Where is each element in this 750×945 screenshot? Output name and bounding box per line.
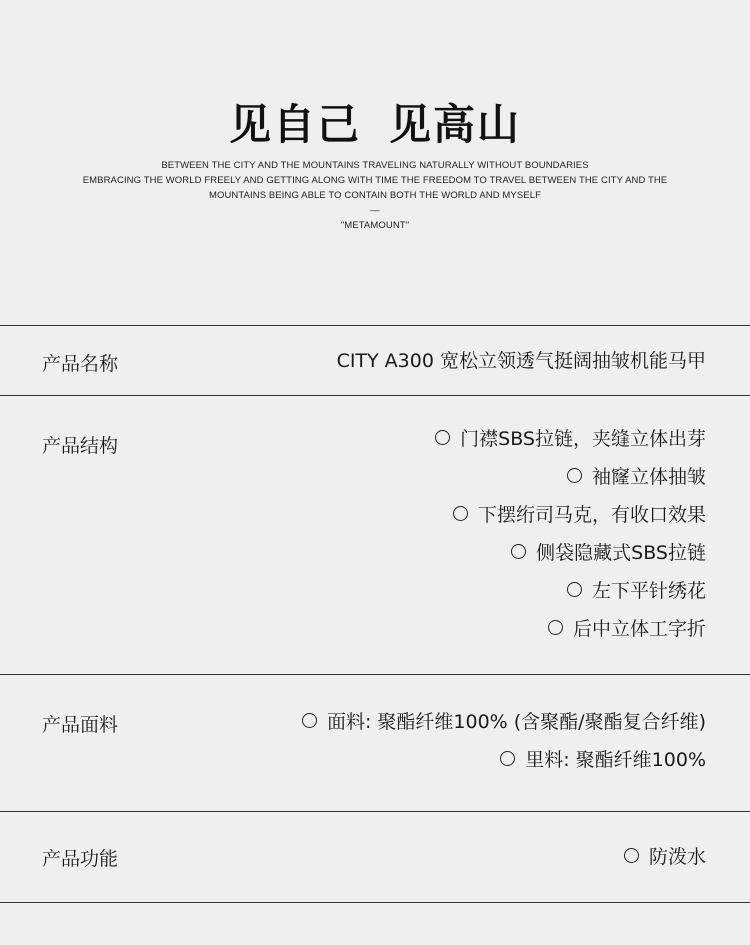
hero-section xyxy=(0,0,750,325)
hero-subtitle xyxy=(40,158,710,233)
spec-item: 侧袋隐藏式SBS拉链 xyxy=(435,534,706,572)
spec-values xyxy=(624,838,706,876)
spec-values xyxy=(302,703,706,779)
circle-bullet-icon xyxy=(435,430,450,445)
spec-values xyxy=(337,342,706,380)
circle-bullet-icon xyxy=(500,751,515,766)
spec-label: 产品面料 xyxy=(42,714,119,736)
circle-bullet-icon xyxy=(511,544,526,559)
spec-item: 里料: 聚酯纤维100% xyxy=(302,741,706,779)
circle-bullet-icon xyxy=(567,582,582,597)
spec-item: 袖窿立体抽皱 xyxy=(435,458,706,496)
spec-item: 门襟SBS拉链，夹缝立体出芽 xyxy=(435,420,706,458)
circle-bullet-icon xyxy=(453,506,468,521)
spec-label: 产品名称 xyxy=(42,353,119,375)
hero-brand: "METAMOUNT" xyxy=(340,220,410,231)
spec-item: 防泼水 xyxy=(624,838,706,876)
spec-row-function xyxy=(0,811,750,903)
spec-label: 产品结构 xyxy=(42,435,119,457)
hero-title-part1: 见自己 xyxy=(228,100,361,149)
spec-row-structure xyxy=(0,395,750,674)
hero-line: EMBRACING THE WORLD FREELY AND GETTING ALONG WITH TIME THE FREEDOM TO TRAVEL BETWEEN THE CITY AND THE xyxy=(82,175,668,186)
spec-item: 面料: 聚酯纤维100% (含聚酯/聚酯复合纤维) xyxy=(302,703,706,741)
hero-title-part2: 见高山 xyxy=(389,100,522,149)
hero-line: MOUNTAINS BEING ABLE TO CONTAIN BOTH THE WORLD AND MYSELF xyxy=(208,190,542,201)
circle-bullet-icon xyxy=(302,713,317,728)
circle-bullet-icon xyxy=(624,848,639,863)
hero-title xyxy=(0,92,750,152)
spec-item: 下摆绗司马克，有收口效果 xyxy=(435,496,706,534)
spec-row-fabric xyxy=(0,674,750,811)
circle-bullet-icon xyxy=(548,620,563,635)
spec-row-name xyxy=(0,325,750,395)
spec-value: CITY A300 宽松立领透气挺阔抽皱机能马甲 xyxy=(336,350,706,372)
circle-bullet-icon xyxy=(567,468,582,483)
spec-item: 左下平针绣花 xyxy=(435,572,706,610)
spec-label: 产品功能 xyxy=(42,848,119,870)
hero-line: BETWEEN THE CITY AND THE MOUNTAINS TRAVELING NATURALLY WITHOUT BOUNDARIES xyxy=(161,160,589,171)
spec-item: 后中立体工字折 xyxy=(435,610,706,648)
spec-values xyxy=(435,420,706,648)
hero-dash: — xyxy=(370,205,380,216)
